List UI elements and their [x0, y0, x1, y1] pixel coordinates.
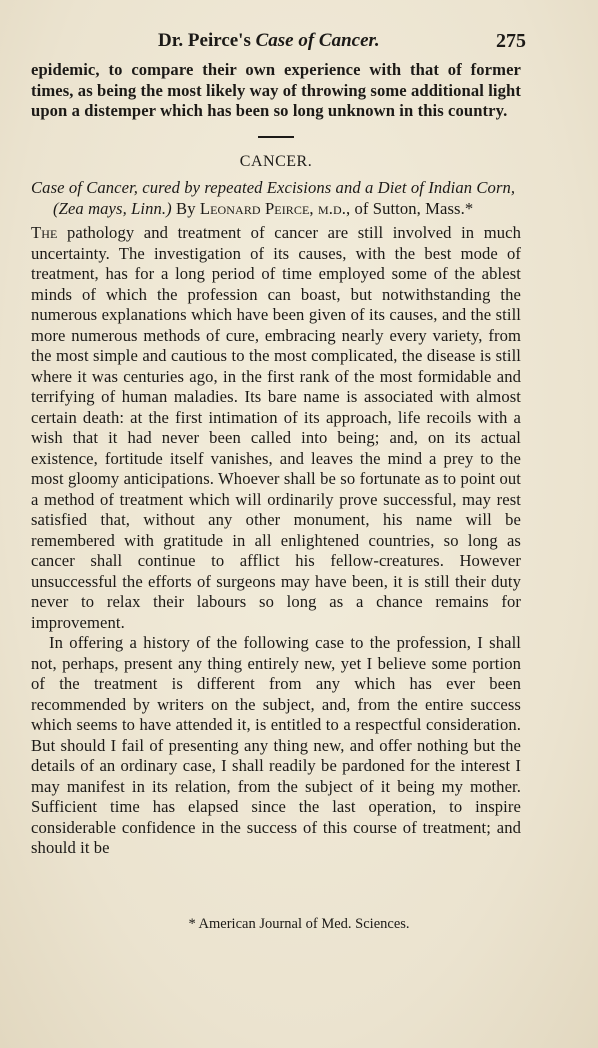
article-credentials: m.d., — [317, 198, 351, 218]
footnote: * American Journal of Med. Sciences. — [188, 916, 410, 932]
paragraph-1 — [31, 223, 521, 633]
running-head-title — [158, 30, 380, 52]
intro-paragraph: epidemic, to compare their own experience with that of former times, as being the most likely way of throwing some additional light upon a distemper which has been so long unknown in this country. — [31, 60, 521, 120]
article-title-by: By — [176, 198, 196, 218]
section-heading: CANCER. — [239, 152, 313, 170]
article-location: of Sutton, Mass.* — [354, 198, 474, 218]
paragraph-1-text: pathology and treatment of cancer are still involved in much uncertainty. The investigation of its causes, with the best mode of treatment, has for a long period of time employed some of the ablest minds of which the profession can boast, but notwithstanding the numerous explanations which have been given of its causes, and the still more numerous methods of cure, embracing nearly every variety, from the most simple and cautious to the most complicated, the disease is still where it was centuries ago, in the first rank of the most formidable and terrifying of human maladies. Its bare name is associated with almost certain death: at the first intimation of its approach, life recoils with a wish that it had never been called into being; and, on its actual existence, fortitude itself vanishes, and leaves the mind a prey to the most gloomy anticipations. Whoever shall be so fortunate as to point out a method of treatment which will ordinarily prove successful, may rest satisfied that, without any other monument, his name will be remembered with gratitude in all enlightened countries, so long as cancer shall continue to afflict his fellow-creatures. However unsuccessful the efforts of surgeons may have been, it is still their duty never to relax their labours so long as a chance remains for improvement. — [31, 223, 522, 632]
section-rule — [258, 136, 294, 138]
paragraph-2: In offering a history of the following case to the profession, I shall not, perhaps, present any thing entirely new, yet I believe some portion of the treatment is different from any which has ever been recommended by writers on the subject, and, from the entire success which seems to have attended it, is entitled to a respectful consideration. But should I fail of presenting any thing new, and offer nothing but the details of an ordinary case, I shall readily be pardoned for the interest I may manifest in its relation, from the subject of it being my mother. Sufficient time has elapsed since the last operation, to inspire considerable confidence in the success of this course of treatment; and should it be — [31, 633, 521, 857]
paragraph-1-lead: The — [31, 223, 58, 242]
body-text — [31, 60, 521, 859]
page-number: 275 — [496, 30, 526, 52]
article-author: Leonard Peirce, — [199, 198, 314, 218]
article-title-italic: Case of Cancer, cured by repeated Excisions and a Diet of Indian Corn, (Zea mays, Linn.) — [31, 178, 516, 218]
running-head — [0, 30, 598, 54]
running-head-prefix: Dr. Peirce's — [158, 30, 251, 51]
running-head-italic: Case of Cancer. — [255, 30, 380, 51]
article-title — [31, 178, 521, 219]
